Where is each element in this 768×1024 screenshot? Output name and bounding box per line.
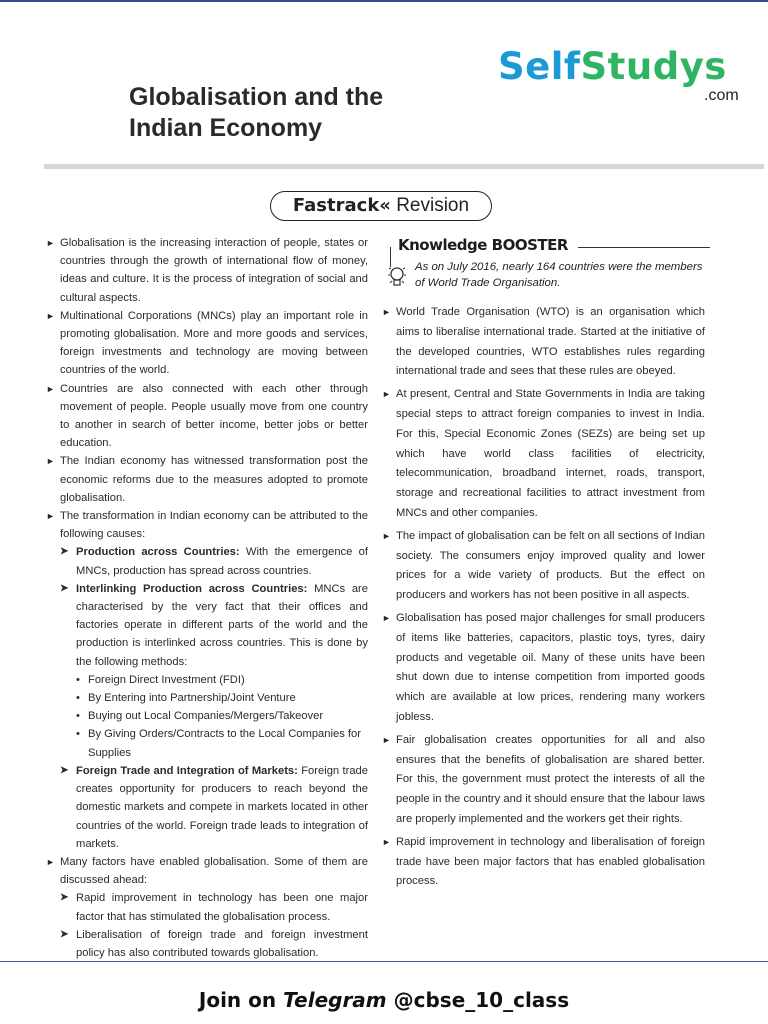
chapter-title-line2: Indian Economy — [129, 114, 323, 142]
dot-bullet-icon: • — [76, 673, 80, 686]
bullet-arrow-icon: ► — [46, 456, 55, 467]
bullet-arrow-icon: ► — [382, 836, 391, 847]
logo-studys: Studys — [580, 45, 727, 88]
sub-list-item: ➤ Production across Countries: With the emergence of MNCs, production has spread across countries. — [60, 543, 368, 579]
sub-list-item: ➤ Foreign Trade and Integration of Markets: Foreign trade creates opportunity for producers to reach beyond the domestic markets and compete in markets located in other countries of the world. Foreign trade leads to integration of markets. — [60, 762, 368, 853]
bullet-arrow-icon: ► — [382, 530, 391, 541]
list-item: ► Countries are also connected with each other through movement of people. People usually move from one country to another in search of better income, better jobs or better education. — [46, 380, 368, 453]
list-item: ► World Trade Organisation (WTO) is an organisation which aims to liberalise international trade. Started at the initiative of the developed countries, WTO establishes rules regarding international trade and sees that these rules are obeyed. — [382, 303, 705, 382]
right-column — [382, 303, 705, 892]
chapter-title — [129, 82, 449, 144]
method-item: • Foreign Direct Investment (FDI) — [76, 671, 368, 689]
knowledge-booster-text: As on July 2016, nearly 164 countries were the members of World Trade Organisation. — [415, 261, 703, 289]
footer-divider — [0, 961, 768, 962]
dot-bullet-icon: • — [76, 710, 80, 723]
sub-list-item: ➤ Rapid improvement in technology has been one major factor that has stimulated the globalisation process. — [60, 889, 368, 925]
bullet-arrow-icon: ► — [46, 856, 55, 867]
logo-domain: .com — [704, 87, 739, 104]
list-item: ► The transformation in Indian economy can be attributed to the following causes: — [46, 507, 368, 543]
sub-list-item: ➤ Liberalisation of foreign trade and foreign investment policy has also contributed towards globalisation. — [60, 926, 368, 962]
list-item: ► Globalisation has posed major challenges for small producers of items like batteries, capacitors, plastic toys, tyres, dairy products and vegetable oil. Many of these units have been shut down due to intense competition from imported goods which are available at low prices, rendering many workers jobless. — [382, 609, 705, 728]
list-item: ► Rapid improvement in technology and liberalisation of foreign trade have been major factors that has enabled globalisation process. — [382, 833, 705, 892]
bullet-arrow-icon: ► — [382, 734, 391, 745]
dot-bullet-icon: • — [76, 728, 80, 741]
footer-handle: @cbse_10_class — [386, 988, 570, 1012]
list-item: ► Many factors have enabled globalisation. Some of them are discussed ahead: — [46, 853, 368, 889]
list-item: ► The impact of globalisation can be felt on all sections of Indian society. The consumers enjoy improved quality and lower prices for a wide variety of products. But the effect on producers and workers has not been positive in all aspects. — [382, 527, 705, 606]
top-border-line — [0, 0, 768, 2]
chevron-right-icon: ➤ — [60, 928, 69, 940]
sub-list-item: ➤ Interlinking Production across Countries: MNCs are characterised by the very fact that their offices and factories operate in different parts of the world and the production is interlinked across countries. This is done by the following methods: — [60, 580, 368, 671]
method-item: • Buying out Local Companies/Mergers/Takeover — [76, 707, 368, 725]
list-item: ► The Indian economy has witnessed transformation post the economic reforms due to the measures adopted to promote globalisation. — [46, 452, 368, 507]
bullet-arrow-icon: ► — [382, 307, 391, 317]
bullet-arrow-icon: ► — [46, 238, 55, 248]
chevron-right-icon: ➤ — [60, 546, 69, 558]
chapter-title-line1: Globalisation and the — [129, 83, 384, 111]
list-item: ► At present, Central and State Governments in India are taking special steps to attract foreign companies to invest in India. For this, Special Economic Zones (SEZs) are being set up which have world class facilities of electricity, telecommunication, broadband internet, roads, transport, storage and recreational facilities to attract investment from MNCs and other companies. — [382, 385, 705, 524]
selfstudys-logo[interactable] — [498, 45, 727, 88]
list-item: ► Globalisation is the increasing interaction of people, states or countries through the growth of international flow of money, ideas and culture. It is the process of integration of social and cultural aspects. — [46, 234, 368, 307]
telegram-footer[interactable] — [0, 988, 768, 1012]
bullet-arrow-icon: ► — [46, 511, 55, 522]
bullet-arrow-icon: ► — [46, 383, 55, 394]
footer-telegram: Telegram — [283, 988, 387, 1012]
chevron-right-icon: ➤ — [60, 582, 69, 594]
chevron-right-icon: ➤ — [60, 764, 69, 776]
left-column — [46, 234, 368, 962]
footer-prefix: Join on — [198, 988, 284, 1012]
method-item: • By Entering into Partnership/Joint Venture — [76, 689, 368, 707]
fastrack-revision-badge — [270, 191, 492, 221]
knowledge-booster-box — [388, 236, 710, 296]
logo-self: Self — [498, 45, 581, 88]
method-item: • By Giving Orders/Contracts to the Local Companies for Supplies — [76, 725, 368, 761]
chevron-right-icon: ➤ — [60, 892, 69, 904]
list-item: ► Multinational Corporations (MNCs) play an important role in promoting globalisation. More and more goods and services, foreign investments and technology are moving between countries of the world. — [46, 307, 368, 380]
knowledge-booster-title: Knowledge BOOSTER — [398, 236, 568, 254]
title-divider — [44, 164, 764, 169]
booster-rule — [578, 247, 710, 248]
bullet-arrow-icon: ► — [382, 389, 391, 400]
dot-bullet-icon: • — [76, 692, 80, 705]
lightbulb-icon — [388, 264, 406, 294]
badge-bold-text: Fastrack« — [292, 195, 391, 216]
bullet-arrow-icon: ► — [46, 310, 55, 321]
badge-text: Revision — [390, 195, 470, 216]
list-item: ► Fair globalisation creates opportunities for all and also ensures that the benefits of globalisation are shared better. For this, the government must protect the interests of all the people in the country and it should ensure that the labour laws are properly implemented and the workers get their rights. — [382, 731, 705, 830]
bullet-arrow-icon: ► — [382, 612, 391, 623]
